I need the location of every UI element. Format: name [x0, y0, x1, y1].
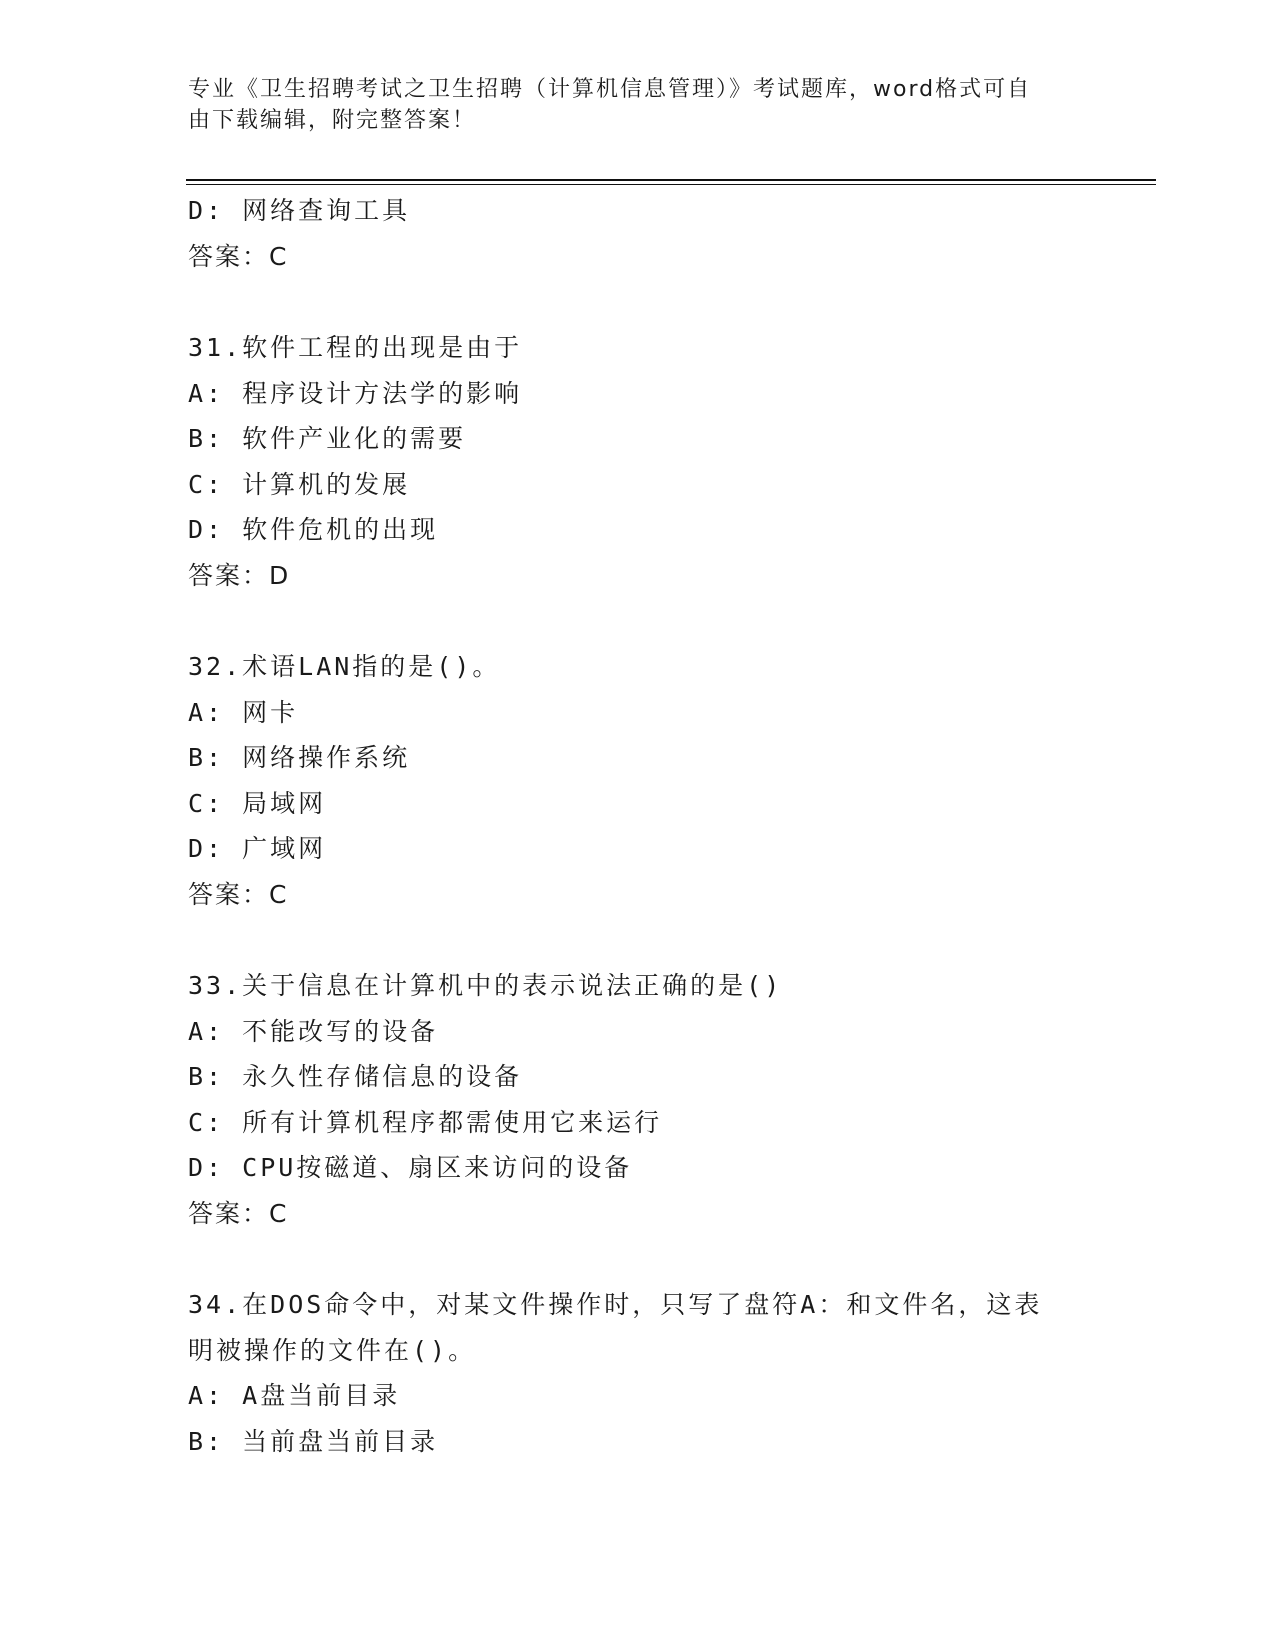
- option-b: B: 软件产业化的需要: [188, 424, 467, 453]
- answer: 答案：D: [188, 560, 291, 590]
- header-divider-thin: [186, 184, 1156, 185]
- option-d: D: CPU按磁道、扇区来访问的设备: [188, 1153, 633, 1182]
- spacer: [188, 917, 1068, 963]
- option-c: C: 所有计算机程序都需使用它来运行: [188, 1107, 663, 1137]
- option-d: D: 广域网: [188, 834, 327, 863]
- question-30-tail: [188, 188, 1068, 279]
- header-line-1: 专业《卫生招聘考试之卫生招聘（计算机信息管理）》考试题库，word格式可自: [188, 77, 1032, 102]
- option-a: A: 网卡: [188, 697, 299, 727]
- question-stem-line-1: 34.在DOS命令中，对某文件操作时，只写了盘符A：和文件名，这表: [188, 1290, 1043, 1319]
- question-stem: 32.术语LAN指的是()。: [188, 652, 501, 681]
- question-stem: 33.关于信息在计算机中的表示说法正确的是(): [188, 971, 783, 1000]
- spacer: [188, 279, 1068, 325]
- spacer: [188, 1236, 1068, 1282]
- option-c: C: 计算机的发展: [188, 469, 411, 499]
- question-31: [188, 325, 1068, 598]
- option-a: A: 程序设计方法学的影响: [188, 378, 523, 408]
- option-c: C: 局域网: [188, 788, 327, 818]
- option-b: B: 当前盘当前目录: [188, 1426, 439, 1456]
- question-33: [188, 963, 1068, 1236]
- spacer: [188, 598, 1068, 644]
- question-32: [188, 644, 1068, 917]
- option-a: A: A盘当前目录: [188, 1381, 401, 1410]
- question-list: [188, 188, 1068, 1464]
- answer: 答案：C: [188, 1198, 289, 1228]
- question-stem: 31.软件工程的出现是由于: [188, 333, 523, 362]
- question-34: [188, 1282, 1068, 1464]
- option-a: A: 不能改写的设备: [188, 1016, 439, 1046]
- question-stem-line-2: 明被操作的文件在()。: [188, 1335, 477, 1365]
- header-divider-thick: [186, 179, 1156, 181]
- header-line-2: 由下载编辑，附完整答案！: [188, 108, 477, 133]
- document-header: [188, 74, 1068, 136]
- option-b: B: 网络操作系统: [188, 743, 411, 772]
- option-d: D: 网络查询工具: [188, 196, 411, 225]
- option-d: D: 软件危机的出现: [188, 515, 439, 544]
- answer: 答案：C: [188, 241, 289, 271]
- answer: 答案：C: [188, 879, 289, 909]
- option-b: B: 永久性存储信息的设备: [188, 1062, 523, 1091]
